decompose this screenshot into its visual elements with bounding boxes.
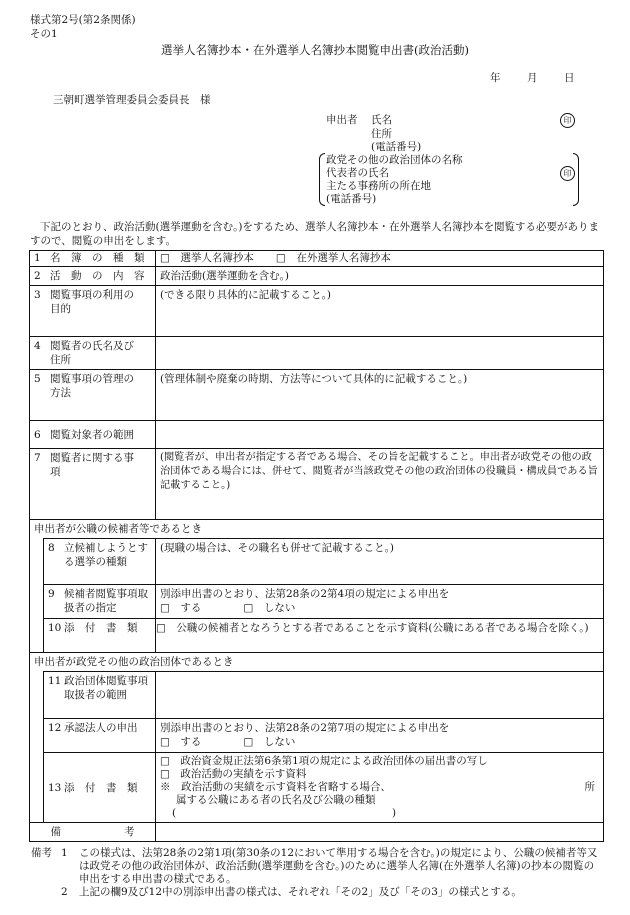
row-viewer-name: 4 閲覧者の氏名及び住所 [30, 337, 604, 370]
checkbox-candidate-yes[interactable]: □ する [160, 602, 202, 614]
remarks-field[interactable] [156, 823, 604, 842]
row-label: 添 付 書 類 [64, 622, 138, 634]
row-label: 候補者閲覧事項取扱者の指定 [64, 588, 148, 614]
row-label: 閲覧者の氏名及び住所 [50, 340, 134, 366]
section-candidate-heading: 申出者が公職の候補者等であるとき [30, 520, 604, 539]
row-label: 閲覧対象者の範囲 [50, 428, 134, 441]
omission-note-end: 所 [584, 781, 595, 793]
activity-value: 政治活動(選挙運動を含む。) [156, 267, 604, 286]
applicant-role-label: 申出者 [326, 114, 358, 126]
row-label: 閲覧事項の利用の目的 [50, 289, 134, 315]
seal-mark-org: 印 [560, 166, 575, 181]
applicant-name-label: 氏名 [371, 114, 392, 126]
org-phone-label: (電話番号) [326, 193, 377, 205]
row-remarks [30, 823, 604, 842]
remarks-label: 備 考 [30, 823, 156, 842]
row-party-handler: 11 政治団体閲覧事項取扱者の範囲 [30, 672, 604, 719]
purpose-field[interactable] [156, 286, 604, 337]
row-management: 5 閲覧事項の管理の方法 (管理体制や廃棄の時期、方法等について具体的に記載すること。) [30, 370, 604, 421]
row-activity: 2 活 動 の 内 容 政治活動(選挙運動を含む。) [30, 267, 604, 286]
org-name-label: 政党その他の政治団体の名称 [326, 154, 463, 166]
omission-note-cont: 属する公職にある者の氏名及び公職の種類 [176, 794, 376, 806]
application-form-table [29, 250, 604, 842]
row-label: 閲覧者に関する事項 [50, 452, 134, 478]
sub-number: その1 [30, 28, 58, 40]
note-2: 上記の欄9及び12中の別添申出書の様式は、それぞれ「その2」及び「その3」の様式とする。 [79, 886, 522, 898]
notes: 備考 1 この様式は、法第28条の2第1項(第30条の12において準用する場合を含む。)の規定により、公職の候補者等又は政党その他の政治団体が、政治活動(選挙運動を含む。)のために選挙人名簿(在外選挙人名簿)の抄本の閲覧の申出をする申出書の様式である。 2 上記の欄9及び12中の別添申出書の様式は、それぞれ「その2」及び「その3」の様式とする。 [31, 847, 601, 899]
checkbox-corp-yes[interactable]: □ する [160, 736, 202, 748]
office-address-label: 主たる事務所の所在地 [326, 180, 431, 192]
omission-note: ※ 政治活動の実績を示す資料を省略する場合、 [160, 781, 391, 793]
row-approved-corp: 12 承認法人の申出 別添申出書のとおり、法第28条の2第7項の規定による申出を □ する □ しない [30, 719, 604, 753]
election-type-hint: (現職の場合は、その職名も併せて記載すること。) [160, 542, 394, 554]
checkbox-overseas-list[interactable]: □ 在外選挙人名簿抄本 [275, 252, 391, 264]
row-label: 立候補しようとする選挙の種類 [64, 542, 148, 568]
note-1: この様式は、法第28条の2第1項(第30条の12において準用する場合を含む。)の規定により、公職の候補者等又は政党その他の政治団体が、政治活動(選挙運動を含む。)のために選挙人名簿(在外選挙人名簿)の抄本の閲覧の申出をする申出書の様式である。 [79, 847, 598, 885]
management-hint: (管理体制や廃棄の時期、方法等について具体的に記載すること。) [160, 373, 468, 385]
purpose-hint: (できる限り具体的に記載すること。) [160, 289, 331, 301]
checkbox-activity-record[interactable]: □ 政治活動の実績を示す資料 [160, 768, 307, 780]
viewer-name-field[interactable] [156, 337, 604, 370]
checkbox-candidate-no[interactable]: □ しない [243, 602, 296, 614]
checkbox-voter-list[interactable]: □ 選挙人名簿抄本 [160, 252, 254, 264]
checkbox-corp-no[interactable]: □ しない [243, 736, 296, 748]
applicant-address-label: 住所 [371, 128, 392, 140]
row-candidate-attachments: 10 添 付 書 類 □ 公職の候補者となろうとする者であることを示す資料(公職にある者である場合を除く。) [30, 619, 604, 653]
party-handler-field[interactable] [156, 672, 604, 719]
row-label: 政治団体閲覧事項取扱者の範囲 [64, 675, 148, 701]
addressee: 三朝町選挙管理委員会委員長 様 [53, 94, 211, 106]
management-field[interactable] [156, 370, 604, 421]
row-label: 承認法人の申出 [64, 722, 138, 734]
date-month: 月 [527, 72, 538, 84]
official-name-field[interactable]: ( ) [172, 807, 397, 819]
row-label: 名 簿 の 種 類 [50, 252, 145, 264]
section-candidate [30, 520, 604, 539]
checkbox-candidate-proof[interactable]: □ 公職の候補者となろうとする者であることを示す資料(公職にある者である場合を除く。) [156, 619, 604, 653]
row-purpose: 3 閲覧事項の利用の目的 (できる限り具体的に記載すること。) [30, 286, 604, 337]
row-list-type: 1 名 簿 の 種 類 □ 選挙人名簿抄本 □ 在外選挙人名簿抄本 [30, 251, 604, 267]
viewer-info-hint: (閲覧者が、申出者が指定する者である場合、その旨を記載すること。申出者が政党その他の政治団体である場合には、併せて、閲覧者が当該政党その他の政治団体の役職員・構成員である旨記載すること。) [160, 452, 598, 491]
rep-name-label: 代表者の氏名 [326, 167, 389, 179]
intro-text: 下記のとおり、政治活動(選挙運動を含む。)をするため、選挙人名簿抄本・在外選挙人名簿抄本を閲覧する必要がありますので、閲覧の申出をします。 [30, 221, 600, 247]
row-label: 閲覧事項の管理の方法 [50, 373, 134, 399]
row-scope: 6 閲覧対象者の範囲 [30, 421, 604, 449]
row-election-type: 8 立候補しようとする選挙の種類 (現職の場合は、その職名も併せて記載すること。) [30, 539, 604, 585]
org-bracket-right [573, 153, 579, 206]
row-candidate-handler: 9 候補者閲覧事項取扱者の指定 別添申出書のとおり、法第28条の2第4項の規定による申出を □ する □ しない [30, 585, 604, 619]
row-party-attachments: 13 添 付 書 類 □ 政治資金規正法第6条第1項の規定による政治団体の届出書の写し □ 政治活動の実績を示す資料 ※ 政治活動の実績を示す資料を省略する場合、 所 属する公職にある者の氏名及び公職の種類 ( ) [30, 753, 604, 823]
applicant-phone-label: (電話番号) [371, 141, 422, 153]
org-bracket-left [319, 153, 325, 206]
notes-label: 備考 [31, 847, 52, 859]
approved-corp-text: 別添申出書のとおり、法第28条の2第7項の規定による申出を [160, 722, 450, 734]
section-party-heading: 申出者が政党その他の政治団体であるとき [30, 653, 604, 672]
row-label: 活 動 の 内 容 [50, 270, 145, 282]
form-number: 様式第2号(第2条関係) [30, 14, 136, 26]
seal-mark: 印 [560, 113, 575, 128]
election-type-field[interactable] [156, 539, 604, 585]
date-year: 年 [490, 72, 501, 84]
row-label: 添 付 書 類 [64, 781, 138, 794]
checkbox-registration-copy[interactable]: □ 政治資金規正法第6条第1項の規定による政治団体の届出書の写し [160, 755, 488, 767]
viewer-info-field[interactable] [156, 449, 604, 520]
section-party [30, 653, 604, 672]
page-title: 選挙人名簿抄本・在外選挙人名簿抄本閲覧申出書(政治活動) [161, 43, 469, 57]
row-viewer-info: 7 閲覧者に関する事項 (閲覧者が、申出者が指定する者である場合、その旨を記載すること。申出者が政党その他の政治団体である場合には、併せて、閲覧者が当該政党その他の政治団体の役職員・構成員である旨記載すること。) [30, 449, 604, 520]
candidate-handler-text: 別添申出書のとおり、法第28条の2第4項の規定による申出を [160, 588, 450, 600]
date-day: 日 [564, 72, 575, 84]
scope-field[interactable] [156, 421, 604, 449]
